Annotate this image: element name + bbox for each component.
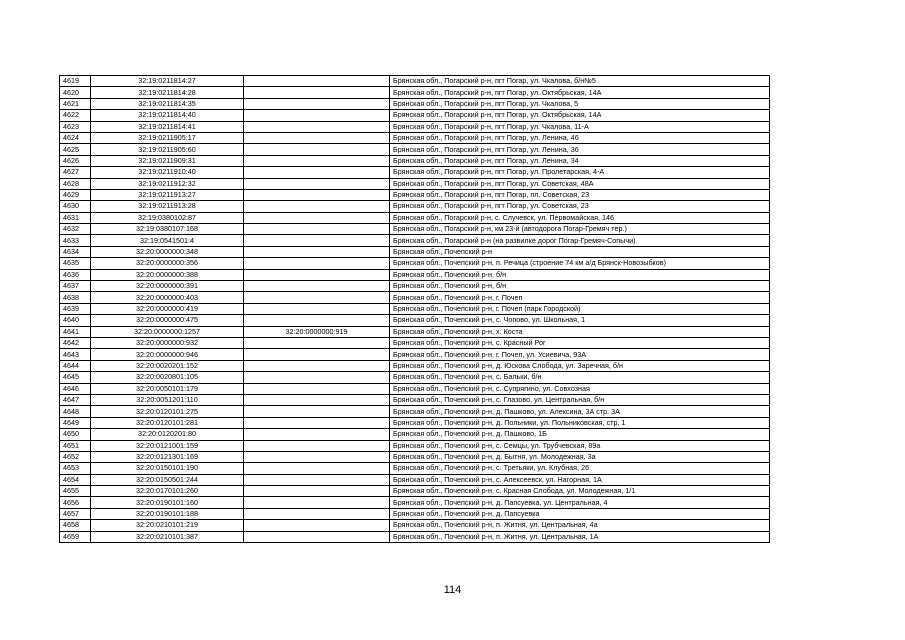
previous-number-cell [244,520,390,531]
table-row [60,486,770,497]
previous-number-cell [244,406,390,417]
previous-number-cell [244,372,390,383]
row-number-cell: 4645 [60,372,91,383]
address-cell: Брянская обл., Погарский р-н, пгт Погар, ул. Чкалова, 5 [390,98,770,109]
address-cell: Брянская обл., Погарский р-н, с. Случевск, ул. Первомайская, 146 [390,212,770,223]
row-number-cell: 4630 [60,201,91,212]
cadastral-number-cell: 32:20:0000000:391 [91,281,244,292]
previous-number-cell: 32:20:0000000:919 [244,326,390,337]
previous-number-cell [244,155,390,166]
address-cell: Брянская обл., Почепский р-н, с. Глазово, ул. Центральная, б/н [390,394,770,405]
row-number-cell: 4654 [60,474,91,485]
row-number-cell: 4621 [60,98,91,109]
address-cell: Брянская обл., Погарский р-н, пгт Погар, ул. Чкалова, 11-А [390,121,770,132]
table-row [60,144,770,155]
cadastral-number-cell: 32:20:0051201:110 [91,394,244,405]
row-number-cell: 4639 [60,303,91,314]
cadastral-number-cell: 32:20:0120101:275 [91,406,244,417]
address-cell: Брянская обл., Почепский р-н, г. Почеп (парк Городской) [390,303,770,314]
table-row [60,474,770,485]
cadastral-number-cell: 32:20:0000000:475 [91,315,244,326]
previous-number-cell [244,76,390,87]
address-cell: Брянская обл., Почепский р-н, д. Польники, ул. Польниковская, стр. 1 [390,417,770,428]
cadastral-number-cell: 32:20:0000000:946 [91,349,244,360]
row-number-cell: 4629 [60,189,91,200]
table-row [60,497,770,508]
cadastral-number-cell: 32:20:0120101:281 [91,417,244,428]
table-row [60,224,770,235]
cadastral-number-cell: 32:20:0150101:190 [91,463,244,474]
previous-number-cell [244,474,390,485]
table-row [60,292,770,303]
row-number-cell: 4642 [60,337,91,348]
address-cell: Брянская обл., Почепский р-н, с. Семцы, ул. Трубчевская, 89а [390,440,770,451]
row-number-cell: 4655 [60,486,91,497]
previous-number-cell [244,98,390,109]
table-row [60,520,770,531]
address-cell: Брянская обл., Почепский р-н, п. Речица (строение 74 км а/д Брянск-Новозыбков) [390,258,770,269]
address-cell: Брянская обл., Почепский р-н, х. Коста [390,326,770,337]
previous-number-cell [244,178,390,189]
row-number-cell: 4651 [60,440,91,451]
address-cell: Брянская обл., Погарский р-н, пгт Погар, пл. Советская, 23 [390,189,770,200]
previous-number-cell [244,497,390,508]
previous-number-cell [244,383,390,394]
table-row [60,451,770,462]
previous-number-cell [244,258,390,269]
cadastral-number-cell: 32:20:0210101:219 [91,520,244,531]
address-cell: Брянская обл., Почепский р-н, б/н [390,269,770,280]
address-cell: Брянская обл., Почепский р-н, д. Пашково, 1Б [390,429,770,440]
address-cell: Брянская обл., Погарский р-н, пгт Погар, ул. Ленина, 36 [390,144,770,155]
previous-number-cell [244,121,390,132]
cadastral-number-cell: 32:19:0211912:32 [91,178,244,189]
row-number-cell: 4637 [60,281,91,292]
table-row [60,212,770,223]
address-cell: Брянская обл., Почепский р-н, с. Третьяки, ул. Клубная, 26 [390,463,770,474]
previous-number-cell [244,337,390,348]
cadastral-number-cell: 32:20:0020801:105 [91,372,244,383]
address-cell: Брянская обл., Почепский р-н, г. Почеп, ул. Усиевича, 93А [390,349,770,360]
previous-number-cell [244,269,390,280]
address-cell: Брянская обл., Почепский р-н, б/н [390,281,770,292]
table-row [60,440,770,451]
row-number-cell: 4623 [60,121,91,132]
table-row [60,121,770,132]
previous-number-cell [244,440,390,451]
cadastral-number-cell: 32:19:0380102:87 [91,212,244,223]
address-cell: Брянская обл., Почепский р-н, п. Житня, ул. Центральная, 1А [390,531,770,542]
address-cell: Брянская обл., Почепский р-н, с. Бальки, б/н [390,372,770,383]
row-number-cell: 4619 [60,76,91,87]
previous-number-cell [244,360,390,371]
previous-number-cell [244,235,390,246]
table-row [60,360,770,371]
address-cell: Брянская обл., Почепский р-н, п. Житня, ул. Центральная, 4а [390,520,770,531]
row-number-cell: 4634 [60,246,91,257]
row-number-cell: 4657 [60,508,91,519]
previous-number-cell [244,292,390,303]
address-cell: Брянская обл., Почепский р-н [390,246,770,257]
cadastral-number-cell: 32:19:0211905:17 [91,132,244,143]
address-cell: Брянская обл., Почепский р-н, д. Юскова Слобода, ул. Заречная, б/н [390,360,770,371]
table-row [60,76,770,87]
previous-number-cell [244,201,390,212]
cadastral-number-cell: 32:19:0211913:28 [91,201,244,212]
table-row [60,201,770,212]
table-row [60,383,770,394]
previous-number-cell [244,394,390,405]
address-cell: Брянская обл., Почепский р-н, с. Супрягино, ул. Совхозная [390,383,770,394]
cadastral-number-cell: 32:20:0150501:244 [91,474,244,485]
cadastral-number-cell: 32:19:0211814:28 [91,87,244,98]
table-row [60,189,770,200]
row-number-cell: 4627 [60,167,91,178]
previous-number-cell [244,486,390,497]
row-number-cell: 4650 [60,429,91,440]
previous-number-cell [244,281,390,292]
address-cell: Брянская обл., Почепский р-н, с. Красная Слобода, ул. Молодежная, 1/1 [390,486,770,497]
previous-number-cell [244,315,390,326]
row-number-cell: 4646 [60,383,91,394]
table-row [60,98,770,109]
row-number-cell: 4648 [60,406,91,417]
address-cell: Брянская обл., Погарский р-н (на развилке дорог Погар-Гремяч-Сопычи) [390,235,770,246]
table-row [60,281,770,292]
cadastral-number-cell: 32:19:0211910:40 [91,167,244,178]
row-number-cell: 4659 [60,531,91,542]
cadastral-number-cell: 32:20:0000000:932 [91,337,244,348]
page-number: 114 [443,584,462,596]
table-row [60,258,770,269]
row-number-cell: 4633 [60,235,91,246]
cadastral-number-cell: 32:19:0541501:4 [91,235,244,246]
cadastral-number-cell: 32:20:0000000:1257 [91,326,244,337]
cadastral-number-cell: 32:19:0211814:40 [91,110,244,121]
cadastral-number-cell: 32:20:0170101:260 [91,486,244,497]
cadastral-number-cell: 32:20:0000000:403 [91,292,244,303]
previous-number-cell [244,463,390,474]
cadastral-number-cell: 32:19:0211814:35 [91,98,244,109]
address-cell: Брянская обл., Погарский р-н, пгт Погар, ул. Ленина, 46 [390,132,770,143]
previous-number-cell [244,429,390,440]
address-cell: Брянская обл., Погарский р-н, пгт Погар, ул. Октябрьская, 14А [390,110,770,121]
row-number-cell: 4636 [60,269,91,280]
cadastral-number-cell: 32:20:0121001:159 [91,440,244,451]
cadastral-number-cell: 32:20:0000000:419 [91,303,244,314]
row-number-cell: 4644 [60,360,91,371]
cadastral-number-cell: 32:20:0190101:188 [91,508,244,519]
address-cell: Брянская обл., Погарский р-н, пгт Погар, ул. Советская, 23 [390,201,770,212]
row-number-cell: 4656 [60,497,91,508]
cadastral-number-cell: 32:19:0211814:41 [91,121,244,132]
table-row [60,315,770,326]
table-row [60,326,770,337]
row-number-cell: 4624 [60,132,91,143]
row-number-cell: 4626 [60,155,91,166]
table-row [60,429,770,440]
table-row [60,87,770,98]
cadastral-number-cell: 32:20:0120201:80 [91,429,244,440]
row-number-cell: 4625 [60,144,91,155]
previous-number-cell [244,110,390,121]
table-row [60,406,770,417]
address-cell: Брянская обл., Погарский р-н, пгт Погар, ул. Чкалова, б/н№5 [390,76,770,87]
previous-number-cell [244,508,390,519]
row-number-cell: 4643 [60,349,91,360]
table-row [60,235,770,246]
cadastral-number-cell: 32:19:0380107:168 [91,224,244,235]
cadastral-number-cell: 32:20:0000000:388 [91,269,244,280]
address-cell: Брянская обл., Почепский р-н, д. Папсуевка, ул. Центральная, 4 [390,497,770,508]
address-cell: Брянская обл., Почепский р-н, г. Почеп [390,292,770,303]
previous-number-cell [244,531,390,542]
address-cell: Брянская обл., Почепский р-н, с. Чопово, ул. Школьная, 1 [390,315,770,326]
previous-number-cell [244,132,390,143]
address-cell: Брянская обл., Погарский р-н, пгт Погар, ул. Ленина, 34 [390,155,770,166]
address-cell: Брянская обл., Почепский р-н, с. Красный Рог [390,337,770,348]
address-cell: Брянская обл., Почепский р-н, с. Алексеевск, ул. Нагорная, 1А [390,474,770,485]
previous-number-cell [244,189,390,200]
previous-number-cell [244,87,390,98]
row-number-cell: 4647 [60,394,91,405]
table-row [60,531,770,542]
table-row [60,110,770,121]
table-row [60,246,770,257]
address-cell: Брянская обл., Почепский р-н, д. Пашково, ул. Алексина, 3А стр. 3А [390,406,770,417]
address-cell: Брянская обл., Погарский р-н, пгт Погар, ул. Советская, 48А [390,178,770,189]
address-cell: Брянская обл., Погарский р-н, км 23-й (автодорога Погар-Гремяч тер.) [390,224,770,235]
previous-number-cell [244,212,390,223]
cadastral-number-cell: 32:19:0211913:27 [91,189,244,200]
table-row [60,463,770,474]
table-row [60,178,770,189]
row-number-cell: 4652 [60,451,91,462]
address-cell: Брянская обл., Почепский р-н, д. Папсуевка [390,508,770,519]
row-number-cell: 4641 [60,326,91,337]
table-row [60,508,770,519]
table-row [60,394,770,405]
row-number-cell: 4653 [60,463,91,474]
cadastral-number-cell: 32:20:0000000:348 [91,246,244,257]
table-row [60,417,770,428]
cadastral-number-cell: 32:20:0050101:179 [91,383,244,394]
table-row [60,132,770,143]
cadastral-number-cell: 32:19:0211905:60 [91,144,244,155]
address-cell: Брянская обл., Почепский р-н, д. Бытня, ул. Молодежная, 3а [390,451,770,462]
previous-number-cell [244,417,390,428]
address-cell: Брянская обл., Погарский р-н, пгт Погар, ул. Пролетарская, 4-А [390,167,770,178]
registry-table-body [60,76,770,543]
table-row [60,303,770,314]
previous-number-cell [244,451,390,462]
registry-table [59,75,770,543]
row-number-cell: 4638 [60,292,91,303]
cadastral-number-cell: 32:20:0020201:152 [91,360,244,371]
row-number-cell: 4620 [60,87,91,98]
table-row [60,269,770,280]
cadastral-number-cell: 32:19:0211909:31 [91,155,244,166]
cadastral-number-cell: 32:20:0210101:387 [91,531,244,542]
cadastral-number-cell: 32:20:0190101:160 [91,497,244,508]
table-row [60,372,770,383]
previous-number-cell [244,224,390,235]
row-number-cell: 4640 [60,315,91,326]
cadastral-number-cell: 32:19:0211814:27 [91,76,244,87]
cadastral-number-cell: 32:20:0000000:356 [91,258,244,269]
table-row [60,167,770,178]
previous-number-cell [244,144,390,155]
address-cell: Брянская обл., Погарский р-н, пгт Погар, ул. Октябрьская, 14А [390,87,770,98]
row-number-cell: 4622 [60,110,91,121]
cadastral-number-cell: 32:20:0121301:169 [91,451,244,462]
previous-number-cell [244,246,390,257]
row-number-cell: 4649 [60,417,91,428]
row-number-cell: 4658 [60,520,91,531]
previous-number-cell [244,349,390,360]
row-number-cell: 4632 [60,224,91,235]
table-row [60,337,770,348]
row-number-cell: 4631 [60,212,91,223]
table-row [60,349,770,360]
previous-number-cell [244,303,390,314]
row-number-cell: 4635 [60,258,91,269]
row-number-cell: 4628 [60,178,91,189]
table-row [60,155,770,166]
previous-number-cell [244,167,390,178]
